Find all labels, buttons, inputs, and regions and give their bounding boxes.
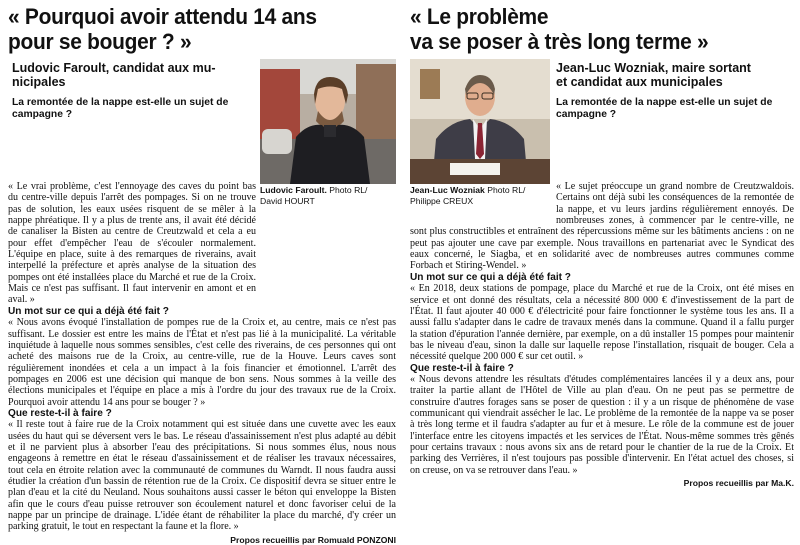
left-headline-line2: pour se bouger ? »	[8, 29, 192, 54]
right-photo-caption	[410, 185, 550, 206]
right-byline-line1: Jean-Luc Wozniak, maire sortant	[556, 61, 751, 75]
right-caption-name: Jean-Luc Wozniak	[410, 185, 485, 195]
right-candidate-photo	[410, 59, 550, 184]
right-headline	[410, 4, 767, 54]
left-body	[8, 181, 396, 545]
left-answer3: « Il reste tout à faire rue de la Croix notamment qui est située dans une cuvette avec les eaux usées du haut qui se déversent vers le bas. Le réseau d'assainissement n'est plus adapté au débit et il ne parvient plus à absorber l'eau des précipitations. Si nous sommes élus, nous nous engageons à remettre en état le réseau d'assainissement et de réaliser les travaux nécessaires, tout cela en étroite relation avec la communauté de communes du Warndt. Il nous faudra aussi étudier la création d'un bassin de rétention rue de la Croix. Ce dispositif devra se situer entre le plan d'eau et la cité du Neuland. Nous souhaitons aussi casser le béton qui enveloppe la Bisten afin que le cours d'eau puisse retrouver son écoulement naturel et donc favoriser celui de la nappe par un principe de drainage. L'idée étant de réhabiliter la place du marché, d'y créer un parking gratuit, le tout en respectant la faune et la flore. »	[8, 419, 396, 533]
right-caption-credit: Photo RL/	[484, 185, 526, 195]
right-top-area	[410, 59, 794, 181]
left-top-area	[8, 59, 396, 181]
left-credit: Propos recueillis par Romuald PONZONI	[230, 534, 396, 545]
left-question3: Que reste-t-il à faire ?	[8, 407, 112, 419]
left-caption-credit: Photo RL/	[326, 185, 368, 195]
right-headline-line2: va se poser à très long terme »	[410, 29, 709, 54]
left-headline-line1: « Pourquoi avoir attendu 14 ans	[8, 4, 317, 29]
portrait-man-street-image	[260, 59, 396, 184]
right-intro-text: « Le sujet préoccupe un grand nombre de Creutzwaldois. Certains ont déjà subi les conséquences de la remontée de la nappe, et vu leurs jardins régulièrement ennoyés. De nombreuses zones, à commencer par le centre-ville, ne sont plus constructibles et entraînent des répercussions même sur les bâtiments anciens : on ne peut pas ajouter une cave par exemple. Nous travaillons en partenariat avec le Syndicat des eaux concerné, le Siagba, et en solidarité avec de nombreuses autres communes comme Forbach et Stiring-Wendel. »	[410, 181, 794, 272]
right-byline	[556, 61, 794, 89]
right-question1: La remontée de la nappe est-elle un sujet de campagne ?	[556, 97, 773, 120]
right-headline-line1: « Le problème	[410, 4, 549, 29]
right-caption-credit2: Philippe CREUX	[410, 195, 474, 206]
left-byline-line1: Ludovic Faroult, candidat aux mu-	[12, 61, 216, 75]
left-intro-text: « Le vrai problème, c'est l'ennoyage des caves du point bas du centre-ville depuis l'arrêt des pompages. Si on ne trouve pas de solution, les eaux usées risquent de se mêler à la nappe phréatique. Il y a plus de trente ans, il avait été décidé de canaliser la Bisten au centre de Creutzwald et cela a eu pour effet d'empêcher l'eau de s'écouler normalement. L'équipe en place, suite à des remarques de riverains, avait interpellé la préfecture et après analyse de la situation des pompes ont été installées place du Marché et rue de la Croix. Mais ce n'est pas suffisant. Il faut intervenir en amont et en aval. »	[8, 181, 256, 306]
right-credit: Propos recueillis par Ma.K.	[683, 478, 794, 489]
right-body	[410, 181, 794, 488]
left-candidate-photo	[260, 59, 396, 184]
left-byline-line2: nicipales	[12, 75, 66, 89]
left-question1: La remontée de la nappe est-elle un sujet de campagne ?	[12, 97, 229, 120]
left-byline	[12, 61, 258, 89]
left-answer2: « Nous avons évoqué l'installation de pompes rue de la Croix et, au centre, mais ce n'est pas suffisant. Le dossier est entre les mains de l'État et n'est pas lié à la municipalité. La véritable inquiétude à laquelle nous sommes sensibles, c'est celle des riverains, de ces personnes qui ont acheté des maisons rue de la Croix, au centre-ville, rue de la Houve. Leurs caves sont régulièrement inondées et cela a un impact à la fois financier et émotionnel. L'arrêt des pompages en 2006 est une décision qui manque de bon sens. Nous sommes à la veille des élections municipales et l'équipe en place a mis à l'ordre du jour des travaux rue de la Croix. Pourquoi avoir attendu 14 ans pour se bouger ? »	[8, 317, 396, 408]
left-question2: Un mot sur ce qui a déjà été fait ?	[8, 305, 169, 317]
right-answer2: « En 2018, deux stations de pompage, place du Marché et rue de la Croix, ont été mises en service et ont donné des résultats, cela a nécessité 800 000 € d'investissement de la part de l'État. Il faut ajouter 40 000 € d'électricité pour faire fonctionner le système tous les ans. Il a aussi fallu s'adapter dans le cadre de travaux menés dans la commune. Quand il a fallu purger la station d'épuration l'année dernière, par exemple, on a dû installer 15 pompes pour maintenir bas le niveau d'eau, sinon la dalle sur laquelle repose l'installation, risquait de bouger. Cela a nécessité quelque 200 000 € sur cet outil. »	[410, 283, 794, 363]
left-caption-name: Ludovic Faroult.	[260, 185, 327, 195]
portrait-mayor-desk-image	[410, 59, 550, 184]
left-intro-wrap	[8, 181, 256, 306]
left-caption-credit2: David HOURT	[260, 195, 315, 206]
right-byline-line2: et candidat aux municipales	[556, 75, 723, 89]
left-article	[8, 0, 396, 545]
left-headline	[8, 4, 369, 54]
right-article	[410, 0, 794, 488]
right-answer3: « Nous devons attendre les résultats d'études complémentaires lancées il y a deux ans, pour traiter la partie allant de l'Hôtel de Ville au plan d'eau. On ne peut pas se permettre de construire d'autres forages sans se poser de question : il y a un risque de phénomène de vase communicant qui viendrait assécher le lac. Le problème de la remontée de la nappe va se poser à très long terme et il faudra s'adapter au fur et à mesure. Le rôle de la commune est de jouer l'interface entre les citoyens impactés et les services de l'État. Nous-même sommes très gênés pour certains travaux : nous avons six ans de retard pour le chantier de la rue de la Croix. Et parking des Verrières, il n'est toujours pas possible d'intervenir. En l'état actuel des choses, si on creuse, on va se retrouver dans l'eau. »	[410, 373, 794, 476]
right-question3: Que reste-t-il à faire ?	[410, 362, 514, 374]
left-photo-caption	[260, 185, 396, 206]
right-question2: Un mot sur ce qui a déjà été fait ?	[410, 271, 571, 283]
